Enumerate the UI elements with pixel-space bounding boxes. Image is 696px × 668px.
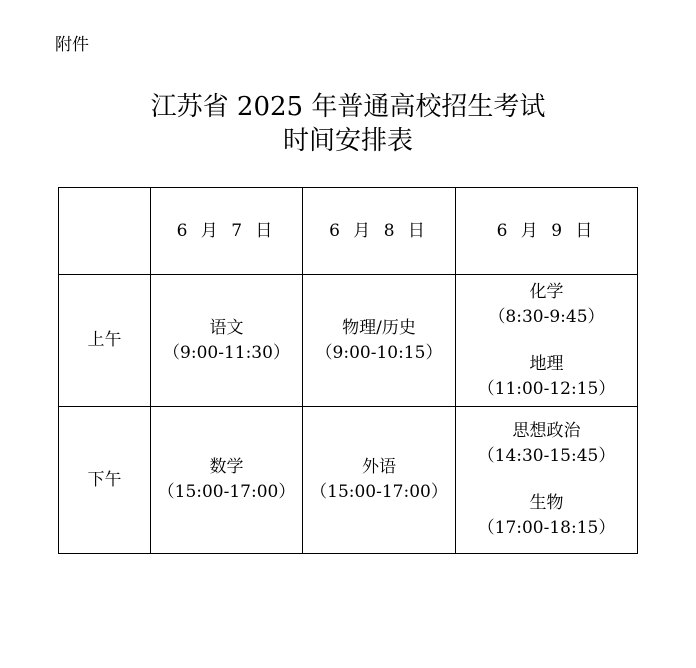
table-row-morning [59, 275, 638, 407]
schedule-cell [456, 407, 638, 554]
date-header-jun-8 [303, 188, 456, 275]
exam-time: （11:00-12:15） [477, 378, 616, 399]
schedule-cell [303, 407, 456, 554]
exam-entry [456, 491, 637, 541]
exam-time: （14:30-15:45） [477, 446, 616, 466]
exam-time: （9:00-10:15） [315, 342, 443, 363]
exam-entry [456, 352, 637, 402]
schedule-cell [151, 275, 303, 407]
schedule-cell [303, 275, 456, 407]
table-row-afternoon [59, 407, 638, 554]
exam-entry [303, 316, 455, 366]
schedule-cell [151, 407, 303, 554]
exam-time: （15:00-17:00） [310, 482, 448, 502]
exam-entry [456, 280, 637, 330]
exam-subject: 化学 [529, 281, 564, 302]
exam-entry [151, 316, 302, 366]
exam-entry [303, 455, 455, 505]
exam-subject: 生物 [529, 493, 564, 513]
exam-subject: 语文 [209, 317, 244, 338]
date-label: 6 月 8 日 [329, 220, 429, 241]
exam-time: （15:00-17:00） [157, 482, 296, 502]
table-header-row [59, 188, 638, 275]
exam-subject: 物理/历史 [342, 317, 416, 338]
exam-entry [151, 455, 302, 505]
schedule-cell [456, 275, 638, 407]
exam-time: （17:00-18:15） [477, 518, 616, 538]
date-label: 6 月 7 日 [176, 220, 277, 241]
attachment-label: 附件 [55, 35, 89, 55]
exam-subject: 地理 [529, 353, 564, 374]
exam-schedule-table [58, 187, 638, 554]
date-header-jun-7 [151, 188, 303, 275]
exam-subject: 思想政治 [512, 421, 581, 441]
exam-time: （8:30-9:45） [488, 306, 605, 327]
exam-time: （9:00-11:30） [163, 342, 290, 363]
exam-subject: 外语 [362, 457, 396, 477]
date-label: 6 月 9 日 [496, 220, 597, 241]
exam-entry [456, 419, 637, 469]
document-title [0, 90, 696, 158]
row-label-morning: 上午 [59, 275, 151, 407]
row-label-afternoon: 下午 [59, 407, 151, 554]
date-header-jun-9 [456, 188, 638, 275]
title-line-2: 时间安排表 [282, 126, 413, 156]
header-corner-cell [59, 188, 151, 275]
title-line-1: 江苏省 2025 年普通高校招生考试 [150, 92, 546, 122]
exam-subject: 数学 [209, 457, 244, 477]
